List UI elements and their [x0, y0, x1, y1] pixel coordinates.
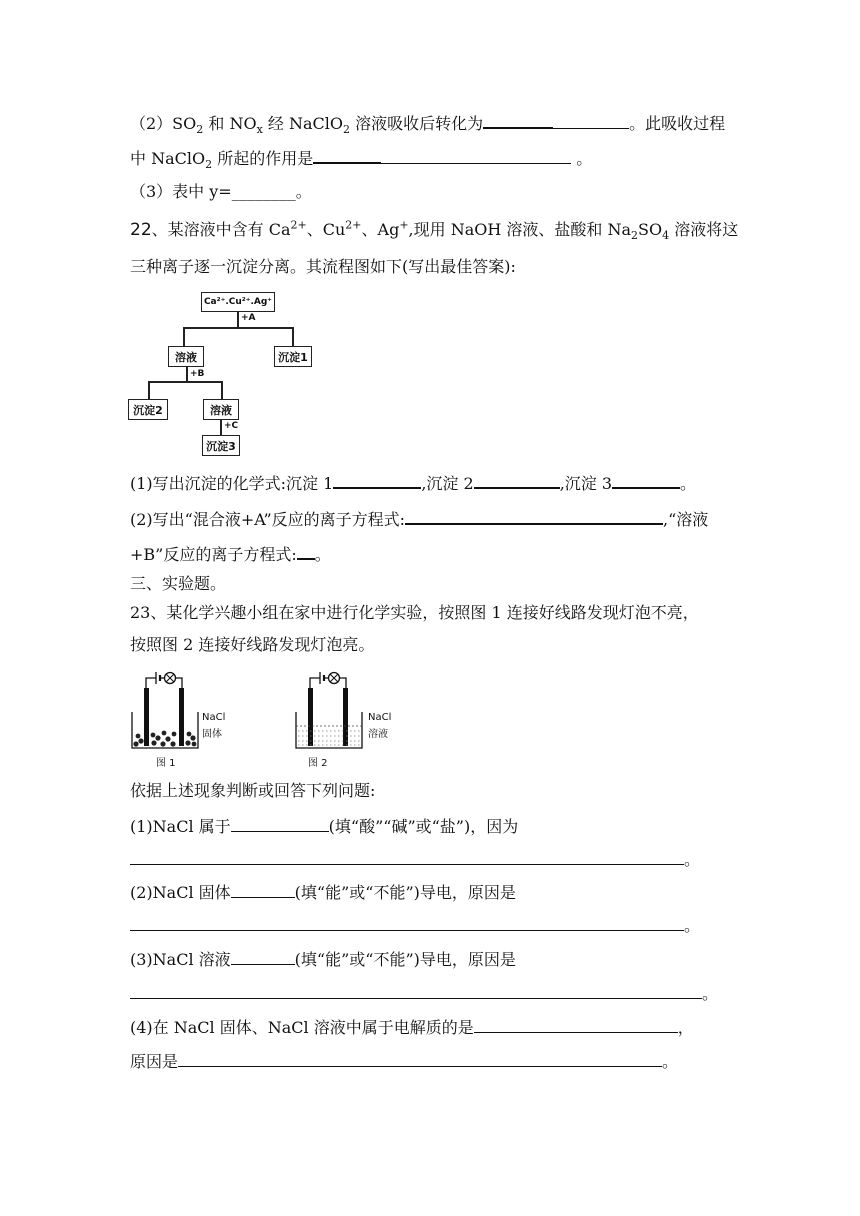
- q21-part3: （3）表中 y=________。: [130, 182, 312, 201]
- flow-precipitate-box-2: 沉淀2: [128, 399, 168, 420]
- flow-start-box: Ca²⁺.Cu²⁺.Ag⁺: [201, 292, 275, 312]
- flow-connector: [292, 327, 294, 346]
- figure-1-caption: 图 1: [156, 758, 176, 769]
- answer-blank[interactable]: [474, 471, 560, 489]
- flow-connector: [186, 367, 188, 381]
- flow-label-plus-b: +B: [190, 369, 205, 379]
- flow-precipitate-box-3: 沉淀3: [202, 435, 240, 456]
- q22-answer2-line2: +B”反应的离子方程式: 。: [130, 542, 331, 566]
- flow-solution-box-1: 溶液: [168, 346, 204, 367]
- flow-solution-box-2: 溶液: [203, 399, 239, 420]
- answer-blank[interactable]: [231, 881, 295, 898]
- q23-question4: (4)在 NaCl 固体、NaCl 溶液中属于电解质的是 ，: [130, 1018, 694, 1037]
- answer-blank[interactable]: [130, 982, 702, 999]
- figure-2-label-nacl: NaCl: [368, 712, 392, 723]
- figure-2-caption: 图 2: [308, 758, 328, 769]
- q23-question2-line2: 。: [130, 914, 700, 937]
- q23-question1-line2: 。: [130, 848, 700, 871]
- answer-blank[interactable]: [553, 112, 629, 129]
- answer-blank[interactable]: [231, 815, 329, 832]
- q21-part2-line2: 中 NaClO$_2$ 所起的作用是 。: [130, 146, 592, 170]
- q23-line2: 按照图 2 连接好线路发现灯泡亮。: [130, 635, 375, 654]
- answer-blank[interactable]: [130, 914, 684, 931]
- q23-question2: (2)NaCl 固体 (填“能”或“不能”)导电，原因是: [130, 883, 516, 902]
- flow-connector: [183, 327, 293, 329]
- q23-question3: (3)NaCl 溶液 (填“能”或“不能”)导电，原因是: [130, 950, 516, 969]
- answer-blank[interactable]: [483, 111, 553, 129]
- flow-connector: [148, 381, 222, 383]
- answer-blank[interactable]: [333, 471, 421, 489]
- figure-2-label-solution: 溶液: [368, 729, 388, 740]
- answer-blank[interactable]: [313, 146, 381, 164]
- q22-answer2: (2)写出“混合液+A”反应的离子方程式: ,“溶液: [130, 507, 708, 531]
- answer-blank[interactable]: [130, 848, 684, 865]
- flow-connector: [221, 381, 223, 399]
- q22-line2: 三种离子逐一沉淀分离。其流程图如下(写出最佳答案):: [130, 257, 516, 276]
- flow-connector: [237, 312, 239, 327]
- figure-2: [292, 668, 402, 768]
- answer-blank[interactable]: [381, 147, 571, 164]
- answer-blank[interactable]: [474, 1016, 678, 1033]
- flow-precipitate-box-1: 沉淀1: [274, 346, 312, 367]
- q22-line1: 22、某溶液中含有 $Ca^{2+}$、$Cu^{2+}$、Ag+,现用 NaOH 溶液、盐酸和 $Na_2SO_4$ 溶液将这: [130, 218, 739, 243]
- figure-1-label-nacl: NaCl: [202, 712, 226, 723]
- q23-question3-line2: 。: [130, 982, 718, 1005]
- q21-part2-line1: $(2)SO_2$ 和 $NO_x$ 经 NaClO$_2$ 溶液吸收后转化为 。此吸收过程: [130, 111, 725, 135]
- question-number: 22: [130, 220, 152, 240]
- flow-label-plus-a: +A: [241, 313, 256, 323]
- figure-1: [128, 668, 238, 768]
- flow-connector: [183, 327, 185, 346]
- q22-answer1: (1)写出沉淀的化学式:沉淀 1 ,沉淀 2 ,沉淀 3 。: [130, 471, 696, 495]
- answer-blank[interactable]: [612, 471, 680, 489]
- flow-connector: [220, 420, 222, 435]
- answer-blank[interactable]: [178, 1050, 662, 1067]
- answer-blank[interactable]: [297, 542, 315, 560]
- flow-label-plus-c: +C: [224, 421, 239, 431]
- flow-connector: [148, 381, 150, 399]
- section-heading: 三、实验题。: [130, 574, 227, 593]
- q23-question1: (1)NaCl 属于 (填“酸”“碱”或“盐”)，因为: [130, 817, 519, 836]
- figure-1-label-solid: 固体: [202, 729, 222, 740]
- q23-question4-line2: 原因是 。: [130, 1052, 679, 1071]
- answer-blank[interactable]: [405, 507, 663, 525]
- q23-intro: 依据上述现象判断或回答下列问题:: [130, 781, 376, 800]
- answer-blank[interactable]: [231, 948, 295, 965]
- q23-line1: 23、某化学兴趣小组在家中进行化学实验，按照图 1 连接好线路发现灯泡不亮，: [130, 603, 699, 622]
